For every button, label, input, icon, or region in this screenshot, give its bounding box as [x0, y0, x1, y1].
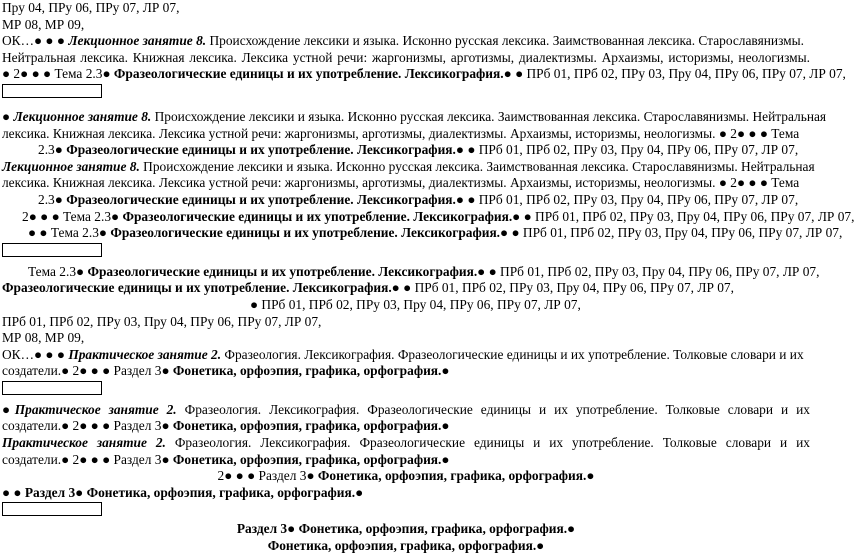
document-page — [2, 0, 854, 555]
text-line: Раздел 3● Фонетика, орфоэпия, графика, орфография.● — [236, 521, 576, 537]
text-line: Фонетика, орфоэпия, графика, орфография.● — [267, 538, 545, 554]
empty-cell-box — [2, 243, 102, 257]
text-line: ●Практическое занятие 2. Фразеология. Лексикография. Фразеологические единицы и их употребление. Толковые словари и их — [2, 401, 810, 417]
text-line: МР 08, МР 09, — [2, 330, 85, 346]
text-line: создатели.● 2● ● ● Раздел 3● Фонетика, орфоэпия, графика, орфография.● — [2, 451, 450, 467]
text-line: ОК…● ● ● Практическое занятие 2. Фразеология. Лексикография. Фразеологические единицы и их употребление. Толковые словари и их — [2, 346, 804, 362]
text-line: лексика. Книжная лексика. Лексика устной речи: жаргонизмы, арготизмы, диалектизмы. Архаизмы, историзмы, неологизмы. ● 2● ● ● Тема — [2, 175, 800, 191]
text-line: 2● ● ● Тема 2.3● Фразеологические единицы и их употребление. Лексикография.● ● ПРб 01, ПРб 02, ПРу 03, Пру 04, ПРу 06, ПРу 07, ЛР 07, — [22, 208, 854, 224]
text-line: ● ● Тема 2.3● Фразеологические единицы и их употребление. Лексикография.● ● ПРб 01, ПРб 02, ПРу 03, Пру 04, ПРу 06, ПРу 07, ЛР 07, — [28, 225, 843, 241]
text-line: создатели.● 2● ● ● Раздел 3● Фонетика, орфоэпия, графика, орфография.● — [2, 418, 450, 434]
text-line: Практическое занятие 2. Фразеология. Лексикография. Фразеологические единицы и их употребление. Толковые словари и их — [2, 435, 810, 451]
text-line: Лекционное занятие 8. Происхождение лексики и языка. Исконно русская лексика. Заимствованная лексика. Старославянизмы. Нейтральная — [2, 158, 815, 174]
text-line: Фразеологические единицы и их употребление. Лексикография.● ● ПРб 01, ПРб 02, ПРу 03, Пру 04, ПРу 06, ПРу 07, ЛР 07, — [2, 280, 734, 296]
text-line: ● ПРб 01, ПРб 02, ПРу 03, Пру 04, ПРу 06, ПРу 07, ЛР 07, — [250, 296, 581, 312]
text-line: 2.3● Фразеологические единицы и их употребление. Лексикография.● ● ПРб 01, ПРб 02, ПРу 03, Пру 04, ПРу 06, ПРу 07, ЛР 07, — [38, 142, 799, 158]
text-line: 2.3● Фразеологические единицы и их употребление. Лексикография.● ● ПРб 01, ПРб 02, ПРу 03, Пру 04, ПРу 06, ПРу 07, ЛР 07, — [38, 191, 799, 207]
text-line: Нейтральная лексика. Книжная лексика. Лексика устной речи: жаргонизмы, арготизмы, диалектизмы. Архаизмы, историзмы, неологизмы. — [2, 49, 810, 65]
text-line: ОК…● ● ● Лекционное занятие 8. Происхождение лексики и языка. Исконно русская лексика. Заимствованная лексика. Старославянизмы. — [2, 33, 804, 49]
empty-cell-box — [2, 84, 102, 98]
text-line: лексика. Книжная лексика. Лексика устной речи: жаргонизмы, арготизмы, диалектизмы. Архаизмы, историзмы, неологизмы. ● 2● ● ● Тема — [2, 125, 800, 141]
text-line: МР 08, МР 09, — [2, 16, 85, 32]
text-line: ● 2● ● ● Тема 2.3● Фразеологические единицы и их употребление. Лексикография.● ● ПРб 01, ПРб 02, ПРу 03, Пру 04, ПРу 06, ПРу 07, ЛР 07, — [2, 66, 846, 82]
text-line: ● ● Раздел 3● Фонетика, орфоэпия, графика, орфография.● — [2, 484, 364, 500]
text-line: Тема 2.3● Фразеологические единицы и их употребление. Лексикография.● ● ПРб 01, ПРб 02, ПРу 03, Пру 04, ПРу 06, ПРу 07, ЛР 07, — [28, 263, 820, 279]
empty-cell-box — [2, 381, 102, 395]
text-line: создатели.● 2● ● ● Раздел 3● Фонетика, орфоэпия, графика, орфография.● — [2, 363, 450, 379]
text-line: 2● ● ● Раздел 3● Фонетика, орфоэпия, графика, орфография.● — [217, 468, 595, 484]
text-line: ● Лекционное занятие 8. Происхождение лексики и языка. Исконно русская лексика. Заимствованная лексика. Старославянизмы. Нейтральная — [2, 108, 827, 124]
empty-cell-box — [2, 502, 102, 516]
text-line: Пру 04, ПРу 06, ПРу 07, ЛР 07, — [2, 0, 180, 15]
text-line: ПРб 01, ПРб 02, ПРу 03, Пру 04, ПРу 06, ПРу 07, ЛР 07, — [2, 313, 322, 329]
